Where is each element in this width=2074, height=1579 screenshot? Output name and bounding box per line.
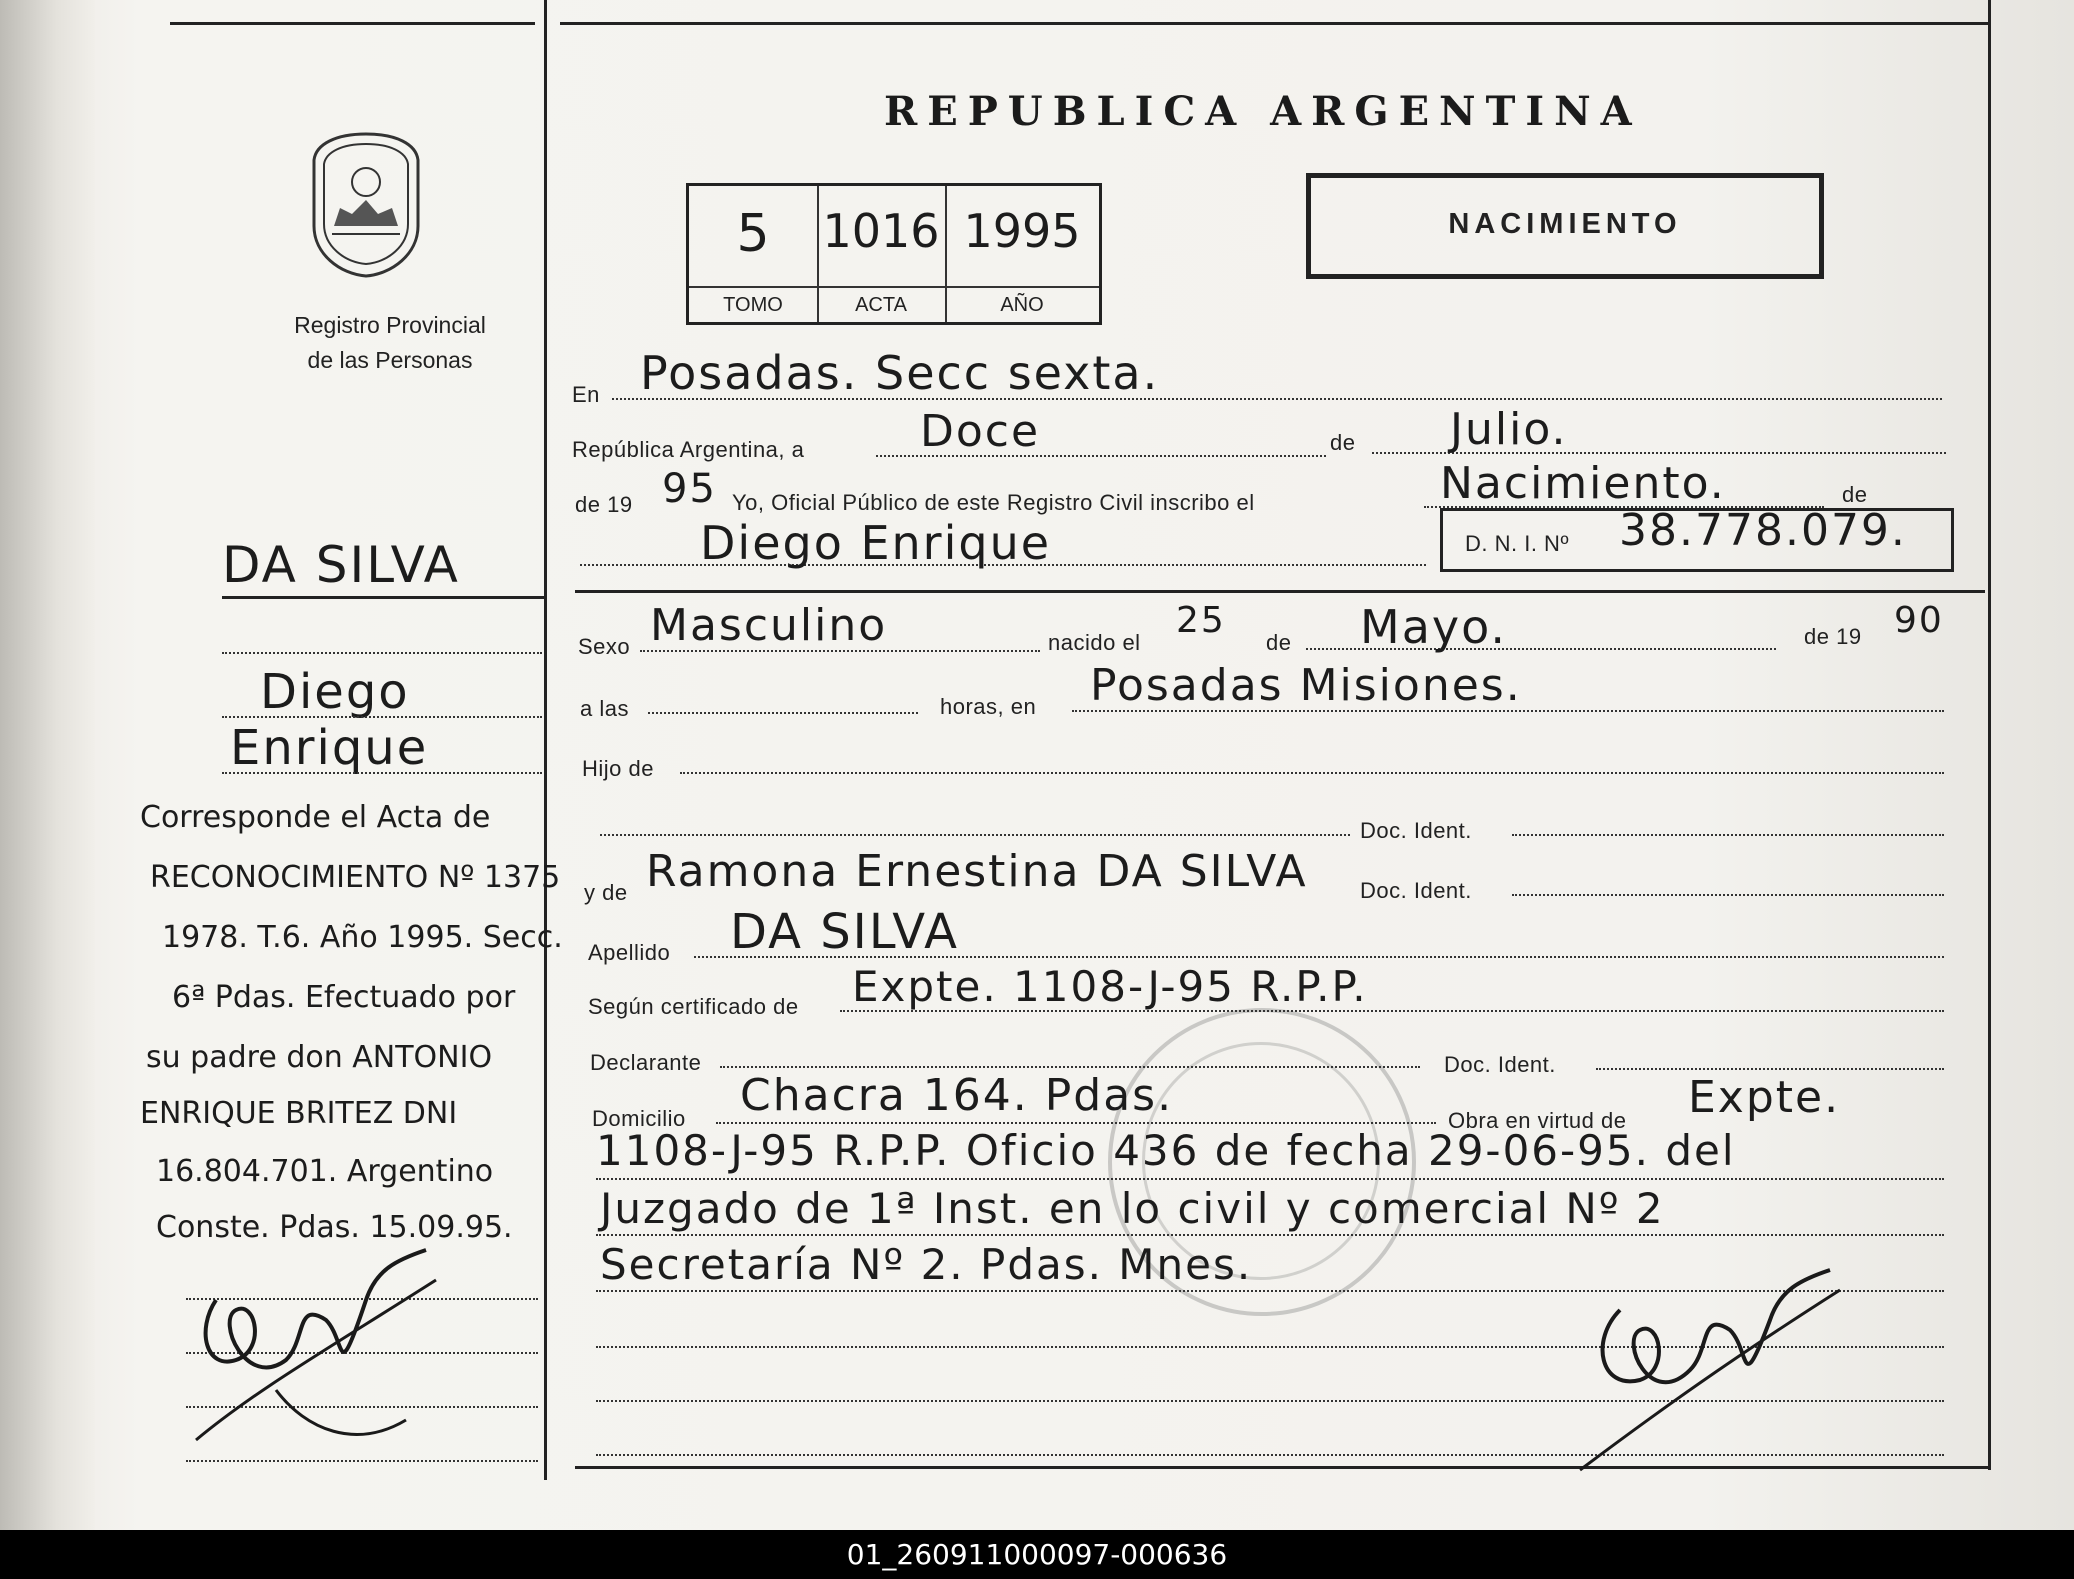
acta-cell — [817, 186, 947, 322]
line-doc-1 — [1512, 834, 1944, 836]
label-dni: D. N. I. Nº — [1465, 531, 1569, 556]
margin-name-2: Enrique — [230, 720, 429, 776]
label-apellido: Apellido — [588, 940, 671, 965]
line-father — [680, 772, 1944, 774]
margin-divider — [544, 0, 547, 1480]
label-horas: horas, en — [940, 694, 1037, 719]
hw-obra-4: Secretaría Nº 2. Pdas. Mnes. — [600, 1240, 1253, 1289]
hw-birth-month: Mayo. — [1360, 600, 1508, 654]
label-y-de: y de — [584, 880, 628, 905]
margin-note-1: Corresponde el Acta de — [140, 800, 491, 835]
hw-day: Doce — [920, 406, 1041, 457]
margin-line-2 — [222, 716, 542, 718]
label-nacido: nacido el — [1048, 630, 1141, 655]
line-doc-2 — [1512, 894, 1944, 896]
book-gutter — [0, 0, 95, 1530]
label-a-las: a las — [580, 696, 629, 721]
document-id-footer: 01_260911000097-000636 — [0, 1530, 2074, 1579]
label-hijo-de: Hijo de — [582, 756, 654, 781]
label-sexo: Sexo — [578, 634, 631, 659]
margin-note-2: RECONOCIMIENTO Nº 1375 — [150, 860, 561, 895]
label-declarante: Declarante — [590, 1050, 702, 1075]
margin-note-5: su padre don ANTONIO — [146, 1040, 493, 1075]
label-de-1: de — [1330, 430, 1356, 455]
hw-surname: DA SILVA — [730, 904, 959, 960]
label-doc-ident-2: Doc. Ident. — [1360, 878, 1472, 903]
book-reference-box — [686, 183, 1102, 325]
hw-obra-1: Expte. — [1688, 1072, 1841, 1123]
separator-line — [575, 590, 1985, 593]
label-de-19: de 19 — [575, 492, 633, 517]
country-title: REPUBLICA ARGENTINA — [884, 88, 1642, 135]
margin-note-8: Conste. Pdas. 15.09.95. — [156, 1210, 513, 1245]
label-obra: Obra en virtud de — [1448, 1108, 1627, 1133]
line-obra-3 — [596, 1234, 1944, 1236]
label-en: En — [572, 382, 600, 407]
label-inscribo: Yo, Oficial Público de este Registro Civil inscribo el — [732, 490, 1255, 515]
hw-birth-day: 25 — [1176, 600, 1226, 641]
hw-obra-3: Juzgado de 1ª Inst. en lo civil y comercial Nº 2 — [600, 1184, 1665, 1233]
margin-note-7: 16.804.701. Argentino — [156, 1154, 494, 1189]
acta-value: 1016 — [822, 204, 940, 258]
margin-surname: DA SILVA — [222, 536, 460, 594]
hw-birth-year: 90 — [1894, 600, 1944, 641]
margin-rule — [222, 596, 544, 599]
hw-event: Nacimiento. — [1440, 458, 1726, 509]
hw-name: Diego Enrique — [700, 516, 1052, 570]
registry-line-1: Registro Provincial — [294, 312, 486, 338]
label-de-end: de — [1842, 482, 1868, 507]
anio-value: 1995 — [963, 204, 1081, 258]
hw-mother: Ramona Ernestina DA SILVA — [646, 846, 1308, 897]
hw-place: Posadas. Secc sexta. — [640, 346, 1160, 400]
tomo-label: TOMO — [689, 286, 817, 322]
label-doc-ident-1: Doc. Ident. — [1360, 818, 1472, 843]
margin-note-4: 6ª Pdas. Efectuado por — [172, 980, 516, 1015]
line-obra-2 — [596, 1178, 1944, 1180]
margin-name-1: Diego — [260, 664, 410, 720]
top-margin-line — [170, 22, 535, 25]
margin-note-3: 1978. T.6. Año 1995. Secc. — [162, 920, 563, 955]
margin-line-3 — [222, 772, 542, 774]
line-hour — [648, 712, 918, 714]
tomo-cell — [689, 186, 819, 322]
acta-label: ACTA — [817, 286, 945, 322]
signature-right-icon — [1560, 1250, 1860, 1490]
hw-certificate: Expte. 1108-J-95 R.P.P. — [852, 962, 1368, 1011]
anio-label: AÑO — [945, 286, 1099, 322]
label-de-mid: de — [1266, 630, 1292, 655]
margin-note-6: ENRIQUE BRITEZ DNI — [140, 1096, 458, 1131]
anio-cell — [945, 186, 1099, 322]
top-frame-line — [560, 22, 1990, 25]
record-type: NACIMIENTO — [1448, 208, 1682, 240]
hw-birthplace: Posadas Misiones. — [1090, 660, 1522, 711]
line-father-2 — [600, 834, 1350, 836]
dni-box — [1440, 505, 1954, 572]
line-doc-3 — [1596, 1068, 1944, 1070]
hw-dni: 38.778.079. — [1619, 505, 1907, 556]
hw-obra-2: 1108-J-95 R.P.P. Oficio 436 de fecha 29-06-95. del — [596, 1126, 1736, 1175]
tomo-value: 5 — [736, 204, 770, 264]
right-frame-line — [1988, 0, 1991, 1470]
label-domicilio: Domicilio — [592, 1106, 686, 1131]
registry-line-2: de las Personas — [307, 347, 473, 373]
label-republica: República Argentina, a — [572, 437, 805, 462]
registry-name — [250, 308, 530, 378]
label-doc-ident-3: Doc. Ident. — [1444, 1052, 1556, 1077]
hw-month: Julio. — [1450, 404, 1568, 455]
hw-sex: Masculino — [650, 600, 888, 651]
label-de-19-end: de 19 — [1804, 624, 1862, 649]
signature-left-icon — [176, 1240, 466, 1480]
record-type-box — [1306, 173, 1824, 279]
line-address — [716, 1122, 1436, 1124]
line-declarant — [720, 1066, 1420, 1068]
hw-year: 95 — [662, 466, 717, 512]
margin-line-1 — [222, 652, 542, 654]
hw-address: Chacra 164. Pdas. — [740, 1070, 1174, 1121]
province-seal-icon — [306, 130, 426, 280]
label-segun: Según certificado de — [588, 994, 799, 1019]
